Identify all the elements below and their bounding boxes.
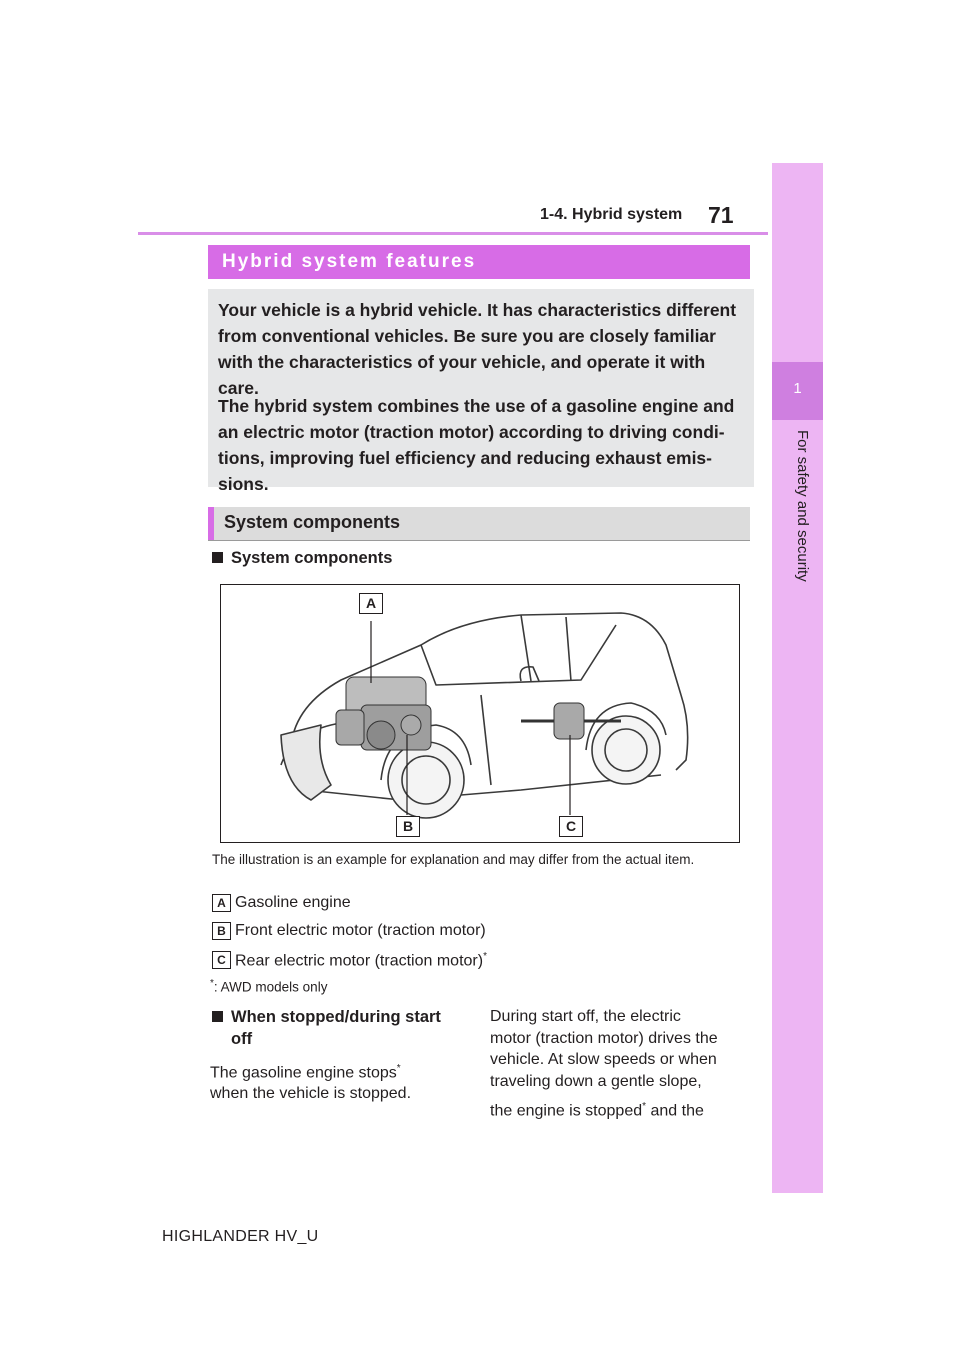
vehicle-illustration [220,584,740,843]
chapter-number: 1 [793,380,802,397]
text-line: Your vehicle is a hybrid vehicle. It has characteristics different [218,300,737,320]
footnote-text: : AWD models only [213,979,328,995]
header-rule [138,232,768,235]
chapter-title: For safety and security [794,430,811,582]
legend-text-c-label: Rear electric motor (traction motor) [235,952,484,970]
stopped-left-paragraph [210,1058,470,1104]
components-heading-bar [208,507,750,540]
text-line: with the characteristics of your vehicle, and operate it with [218,352,706,372]
legend-text-b: Front electric motor (traction motor) [235,922,486,939]
features-heading-bar [208,245,750,279]
callout-c: C [559,816,583,837]
text-line: vehicle. At slow speeds or when [490,1051,717,1068]
text-line: an electric motor (traction motor) according to driving condi- [218,422,725,442]
heading-line: When stopped/during start [231,1008,441,1026]
text-line: sions. [218,474,269,494]
heading-rule [208,540,750,541]
legend-key-b: B [212,922,231,940]
text-line: The hybrid system combines the use of a gasoline engine and [218,396,735,416]
text-line: when the vehicle is stopped. [210,1085,412,1103]
legend-text-c [235,951,487,970]
features-para-1 [218,297,746,401]
illustration-caption: The illustration is an example for explanation and may differ from the actual item. [212,852,695,867]
footnote-mark: * [483,951,487,962]
heading-accent [208,507,214,540]
components-subheading [212,549,392,568]
callout-b: B [396,816,420,837]
footnote-mark: * [210,978,214,989]
page-number: 71 [708,202,734,228]
text-line: from conventional vehicles. Be sure you are closely familiar [218,326,716,346]
text-line: motor (traction motor) drives the [490,1029,718,1047]
legend-text-a: Gasoline engine [235,894,351,911]
text-line: tions, improving fuel efficiency and reducing exhaust emis- [218,448,712,468]
features-heading: Hybrid system features [222,251,477,272]
footnote-mark: * [396,1063,401,1074]
text-line: During start off, the electric [490,1008,681,1025]
suv-cutaway-image [221,585,739,842]
text-line: The gasoline engine stops [210,1064,397,1082]
text-line: traveling down a gentle slope, [490,1072,702,1090]
text-fragment: the engine is stopped [490,1102,643,1120]
square-bullet-icon [212,552,223,563]
text-line [490,1096,704,1122]
callout-a: A [359,593,383,614]
components-heading: System components [224,512,401,532]
stopped-right-paragraph [490,1006,755,1122]
text-line: care. [218,378,259,398]
features-para-2 [218,393,746,497]
features-box [208,289,754,494]
section-title: 1-4. Hybrid system [540,206,683,223]
legend-key-a: A [212,894,231,912]
heading-line: off [231,1030,253,1048]
side-tab[interactable] [772,163,823,1193]
footnote-mark: * [642,1101,647,1112]
text-fragment: and the [646,1102,704,1120]
footnote [210,978,327,995]
stopped-heading [212,1006,462,1050]
footer-model: HIGHLANDER HV_U [162,1228,319,1245]
legend-key-c: C [212,951,231,969]
subheading-text: System components [231,549,393,567]
square-bullet-icon [212,1011,223,1022]
